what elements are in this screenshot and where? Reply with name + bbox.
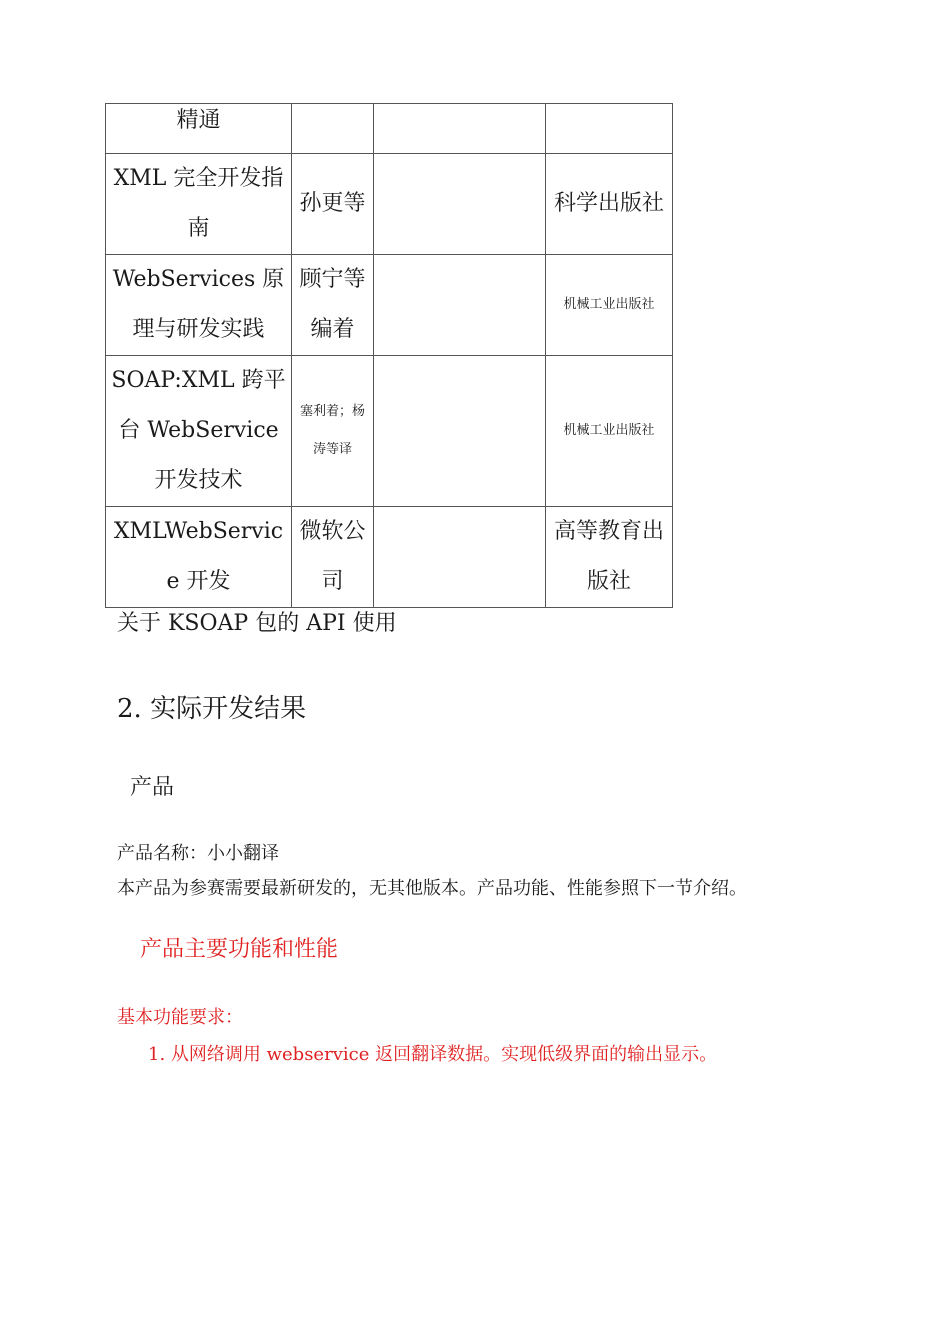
product-description: 本产品为参赛需要最新研发的，无其他版本。产品功能、性能参照下一节介绍。	[117, 878, 747, 899]
api-usage-line: 关于 KSOAP 包的 API 使用	[117, 611, 397, 636]
features-heading: 产品主要功能和性能	[140, 937, 339, 962]
requirement-item: 1. 从网络调用 webservice 返回翻译数据。实现低级界面的输出显示。	[148, 1044, 718, 1065]
table-row	[106, 507, 673, 608]
book-title-cell: 精通	[106, 104, 292, 154]
author-cell: 孙更等	[292, 154, 374, 255]
book-title-cell: SOAP:XML 跨平台 WebService 开发技术	[106, 356, 292, 507]
blank-cell	[374, 507, 546, 608]
basic-requirements-label: 基本功能要求：	[117, 1007, 243, 1028]
author-cell: 微软公司	[292, 507, 374, 608]
publisher-cell: 高等教育出版社	[546, 507, 673, 608]
table-row	[106, 154, 673, 255]
product-name-line: 产品名称：小小翻译	[117, 843, 279, 864]
product-heading: 产品	[130, 775, 175, 800]
reference-table	[105, 103, 673, 608]
table-row	[106, 104, 673, 154]
book-title-cell: XMLWebService 开发	[106, 507, 292, 608]
blank-cell	[374, 255, 546, 356]
publisher-cell: 机械工业出版社	[546, 255, 673, 356]
publisher-cell: 科学出版社	[546, 154, 673, 255]
blank-cell	[374, 104, 546, 154]
author-cell: 塞利着；杨涛等译	[292, 356, 374, 507]
publisher-cell	[546, 104, 673, 154]
book-title-cell: XML 完全开发指南	[106, 154, 292, 255]
publisher-cell: 机械工业出版社	[546, 356, 673, 507]
book-title-cell: WebServices 原理与研发实践	[106, 255, 292, 356]
author-cell: 顾宁等编着	[292, 255, 374, 356]
author-cell	[292, 104, 374, 154]
table-row	[106, 356, 673, 507]
table-row	[106, 255, 673, 356]
section-heading: 2. 实际开发结果	[117, 694, 307, 724]
blank-cell	[374, 356, 546, 507]
blank-cell	[374, 154, 546, 255]
